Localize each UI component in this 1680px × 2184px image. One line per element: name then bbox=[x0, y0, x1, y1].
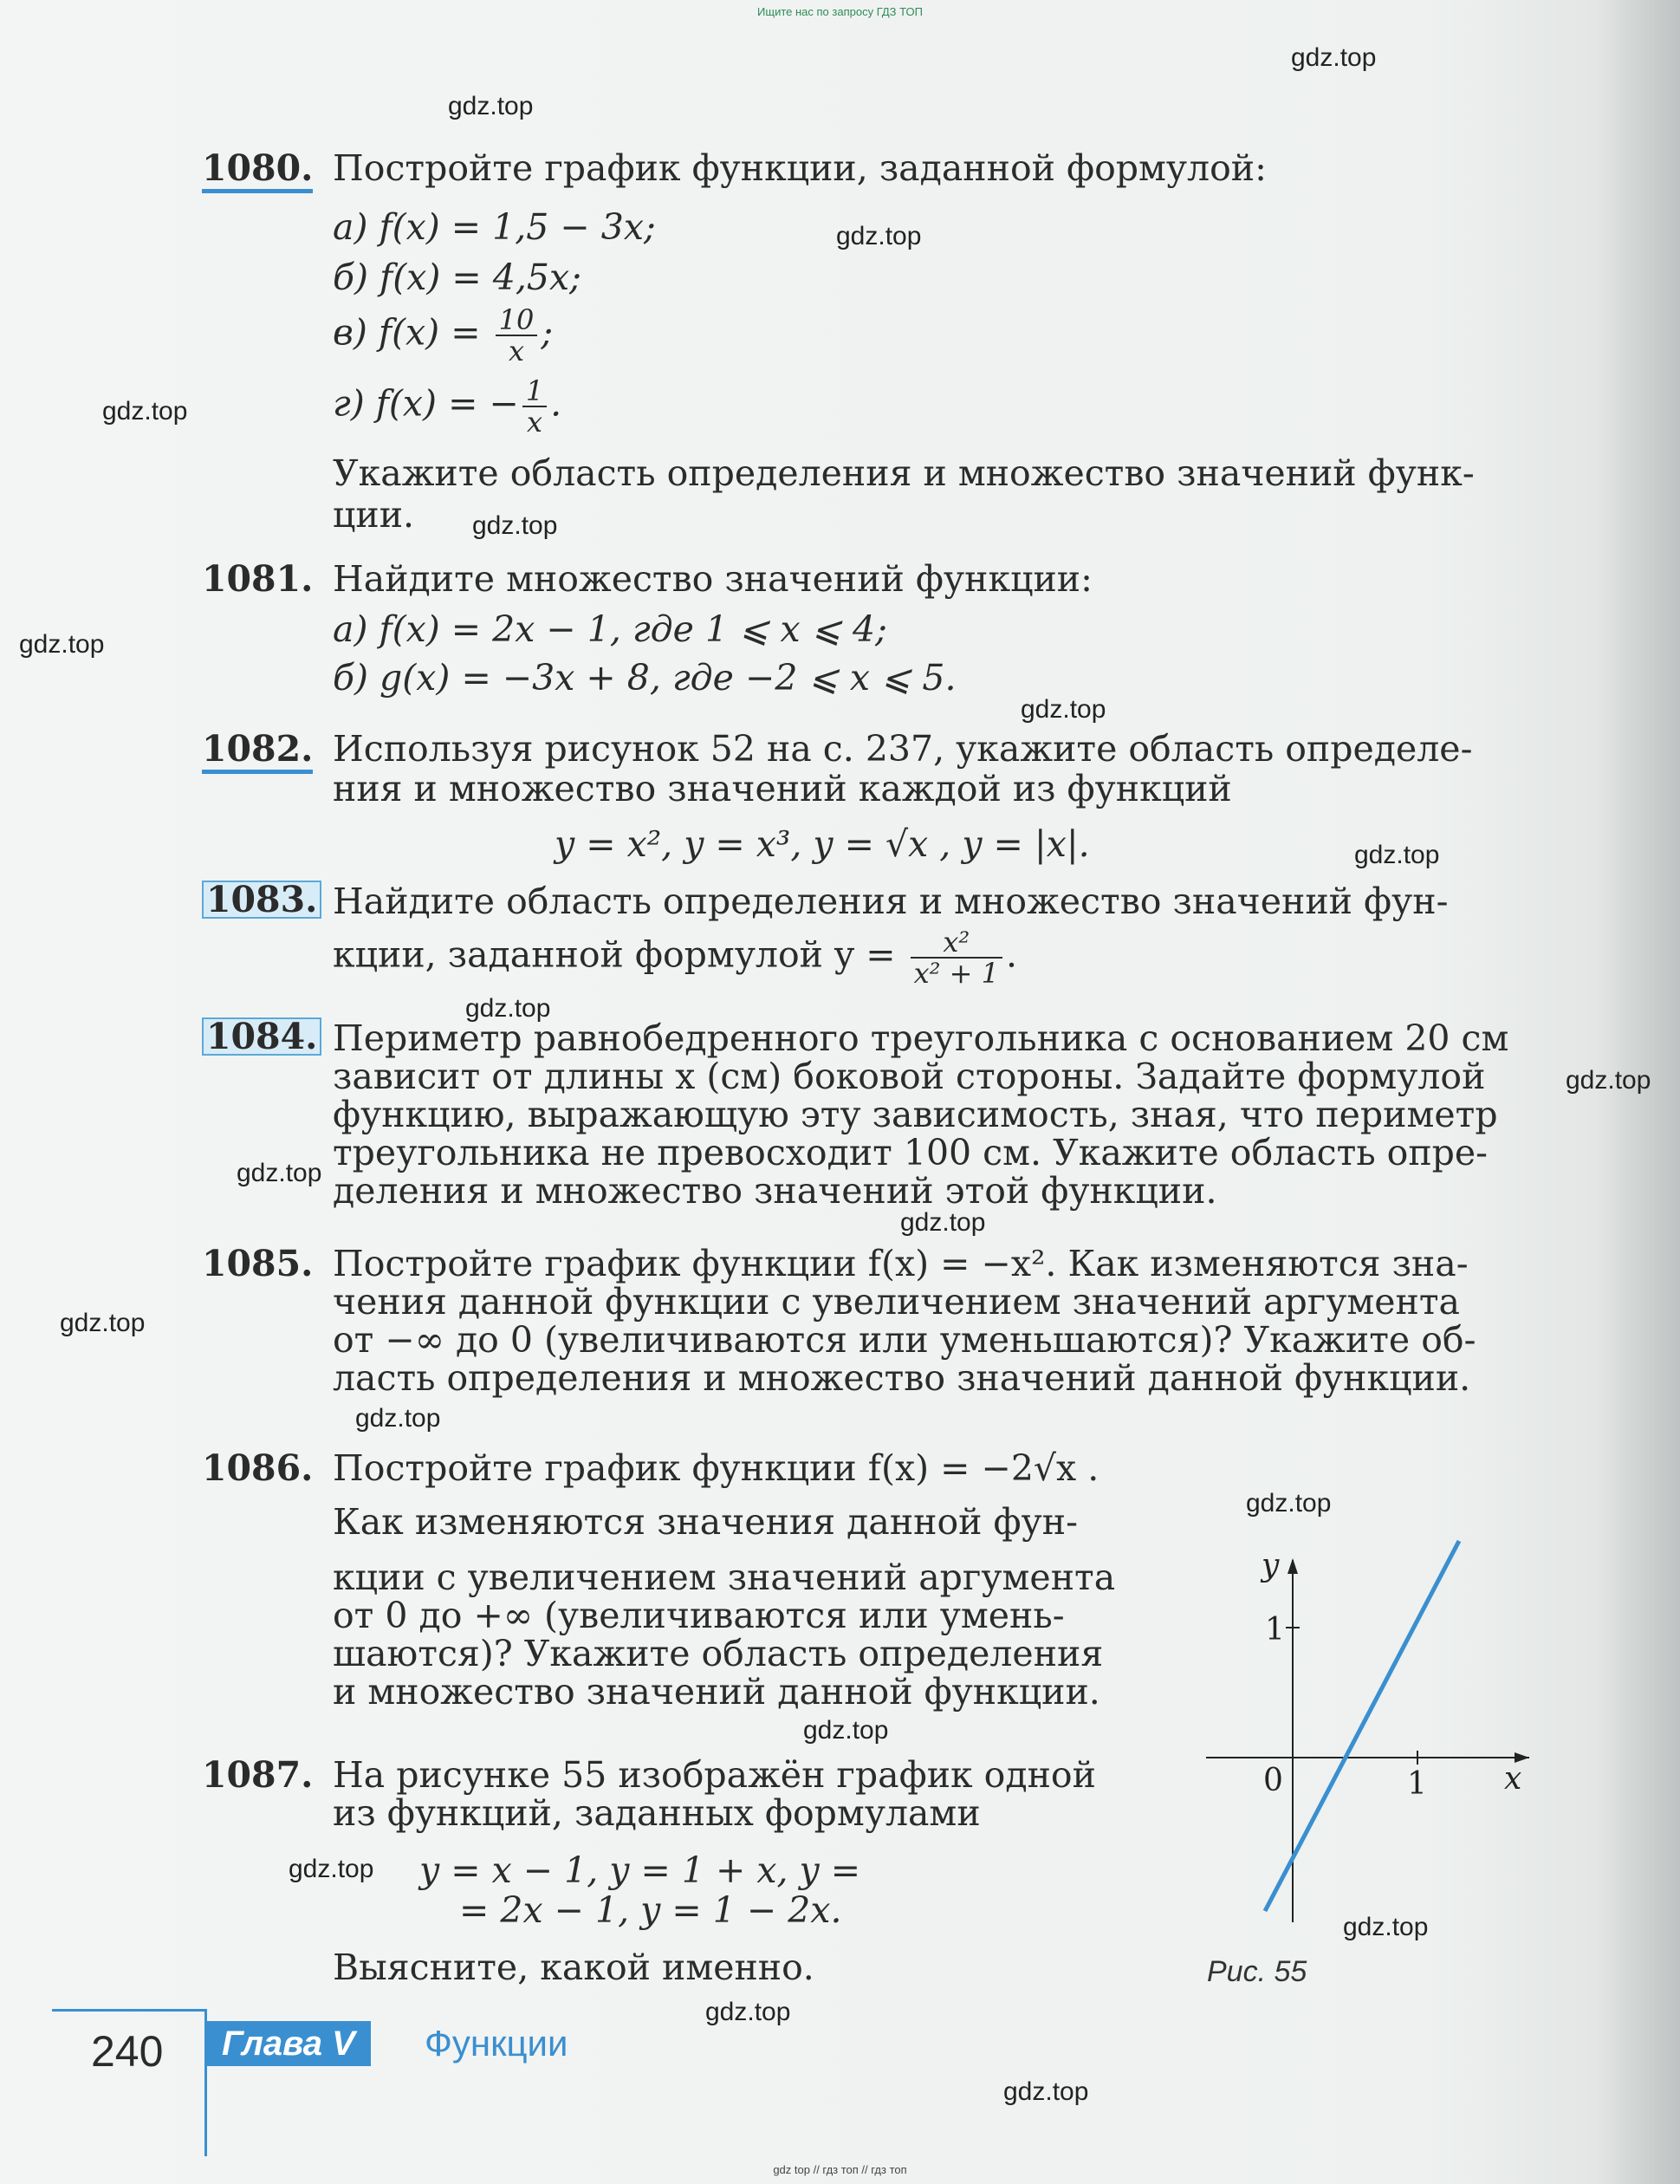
watermark: gdz.top bbox=[803, 1716, 889, 1745]
watermark: gdz.top bbox=[836, 222, 922, 250]
watermark: gdz.top bbox=[1021, 695, 1106, 724]
watermark: gdz.top bbox=[60, 1309, 146, 1337]
origin-label: 0 bbox=[1263, 1763, 1283, 1798]
problem-text: Периметр равнобедренного треугольника с основанием 20 см bbox=[333, 1017, 1509, 1059]
problem-text: Выясните, какой именно. bbox=[333, 1947, 814, 1988]
x-tick-label: 1 bbox=[1407, 1766, 1427, 1802]
formula-a: а) f(x) = 1,5 − 3x; bbox=[333, 206, 656, 248]
watermark: gdz.top bbox=[705, 1998, 791, 2026]
problem-number: 1082. bbox=[202, 728, 313, 774]
watermark: gdz.top bbox=[1343, 1913, 1429, 1941]
header-note: Ищите нас по запросу ГДЗ ТОП bbox=[757, 5, 923, 18]
formula-d: г) f(x) = − $\frac{1}{x}$ . bbox=[333, 374, 562, 439]
problem-text: ния и множество значений каждой из функций bbox=[333, 768, 1232, 809]
formula-list: y = x − 1, y = 1 + x, y = bbox=[419, 1849, 861, 1891]
watermark: gdz.top bbox=[237, 1159, 322, 1187]
problem-text: деления и множество значений этой функции. bbox=[333, 1170, 1217, 1212]
footer-rule bbox=[52, 2009, 206, 2012]
watermark: gdz.top bbox=[900, 1208, 986, 1237]
graph-line bbox=[1265, 1541, 1459, 1911]
problem-number: 1085. bbox=[202, 1243, 314, 1284]
watermark: gdz.top bbox=[355, 1404, 441, 1433]
fraction: $\frac{10}{x}$ bbox=[496, 305, 538, 366]
watermark: gdz.top bbox=[448, 92, 534, 120]
problem-number: 1086. bbox=[202, 1447, 314, 1489]
problem-text: Как изменяются значения данной фун- bbox=[333, 1501, 1078, 1543]
problem-text: Найдите область определения и множество значений фун- bbox=[333, 881, 1449, 922]
formula-list: = 2x − 1, y = 1 − 2x. bbox=[459, 1889, 842, 1931]
formula-list: y = x², y = x³, y = √x , y = |x|. bbox=[555, 823, 1090, 865]
problem-text: На рисунке 55 изображён график одной bbox=[333, 1754, 1096, 1796]
problem-text: Используя рисунок 52 на с. 237, укажите область определе- bbox=[333, 728, 1473, 770]
task-text: ции. bbox=[333, 494, 415, 536]
y-tick-label: 1 bbox=[1265, 1612, 1285, 1648]
problem-text: функцию, выражающую эту зависимость, зная, что периметр bbox=[333, 1094, 1498, 1135]
fraction: $\frac{\text{x²}}{\text{x² + 1}}$ bbox=[911, 927, 1002, 988]
watermark: gdz.top bbox=[1566, 1066, 1651, 1095]
problem-text: из функций, заданных формулами bbox=[333, 1792, 981, 1834]
figure-55-graph bbox=[1196, 1534, 1542, 1924]
y-axis-label: y bbox=[1262, 1548, 1280, 1583]
problem-text: Найдите множество значений функции: bbox=[333, 558, 1093, 600]
problem-number: 1084. bbox=[202, 1017, 321, 1056]
problem-number: 1083. bbox=[202, 881, 321, 919]
footer-note: gdz top // гдз топ // гдз топ bbox=[773, 2163, 907, 2176]
x-axis-label: x bbox=[1504, 1761, 1522, 1797]
watermark: gdz.top bbox=[1246, 1489, 1332, 1518]
problem-text: и множество значений данной функции. bbox=[333, 1671, 1100, 1713]
problem-text: кции, заданной формулой y = $\frac{\text{x²}}{\text{x² + 1}}$ . bbox=[333, 926, 1018, 990]
watermark: gdz.top bbox=[472, 511, 558, 540]
problem-text: кции с увеличением значений аргумента bbox=[333, 1557, 1116, 1598]
problem-text: Постройте график функции f(x) = −x². Как изменяются зна- bbox=[333, 1243, 1469, 1284]
task-text: Укажите область определения и множество значений функ- bbox=[333, 452, 1475, 494]
watermark: gdz.top bbox=[289, 1855, 374, 1883]
formula-b: б) f(x) = 4,5x; bbox=[333, 257, 581, 298]
formula-b: б) g(x) = −3x + 8, где −2 ⩽ x ⩽ 5. bbox=[333, 657, 957, 699]
watermark: gdz.top bbox=[465, 994, 551, 1023]
problem-text: чения данной функции с увеличением значений аргумента bbox=[333, 1281, 1460, 1323]
problem-text: Постройте график функции f(x) = −2√x . bbox=[333, 1447, 1099, 1489]
watermark: gdz.top bbox=[1354, 841, 1440, 869]
watermark: gdz.top bbox=[1291, 43, 1377, 72]
problem-number: 1080. bbox=[202, 147, 313, 193]
watermark: gdz.top bbox=[102, 397, 188, 426]
page-number: 240 bbox=[91, 2027, 164, 2076]
formula-a: а) f(x) = 2x − 1, где 1 ⩽ x ⩽ 4; bbox=[333, 608, 887, 650]
problem-text: зависит от длины x (см) боковой стороны. Задайте формулой bbox=[333, 1056, 1486, 1097]
problem-text: от −∞ до 0 (увеличиваются или уменьшаются)? Укажите об- bbox=[333, 1319, 1476, 1361]
chapter-name: Функции bbox=[425, 2023, 568, 2064]
formula-c: в) f(x) = $\frac{10}{x}$ ; bbox=[333, 303, 554, 367]
fraction: $\frac{1}{x}$ bbox=[522, 376, 547, 437]
problem-text: ласть определения и множество значений данной функции. bbox=[333, 1357, 1471, 1399]
watermark: gdz.top bbox=[1003, 2077, 1089, 2106]
figure-caption: Рис. 55 bbox=[1207, 1955, 1307, 1988]
y-axis-arrow bbox=[1288, 1558, 1298, 1574]
problem-number: 1081. bbox=[202, 558, 314, 600]
problem-text: Постройте график функции, заданной формулой: bbox=[333, 147, 1267, 189]
watermark: gdz.top bbox=[19, 630, 105, 659]
problem-text: шаются)? Укажите область определения bbox=[333, 1633, 1104, 1674]
problem-number: 1087. bbox=[202, 1754, 314, 1796]
chapter-label: Глава V bbox=[206, 2021, 371, 2066]
problem-text: от 0 до +∞ (увеличиваются или умень- bbox=[333, 1595, 1065, 1636]
problem-text: треугольника не превосходит 100 см. Укажите область опре- bbox=[333, 1132, 1489, 1173]
